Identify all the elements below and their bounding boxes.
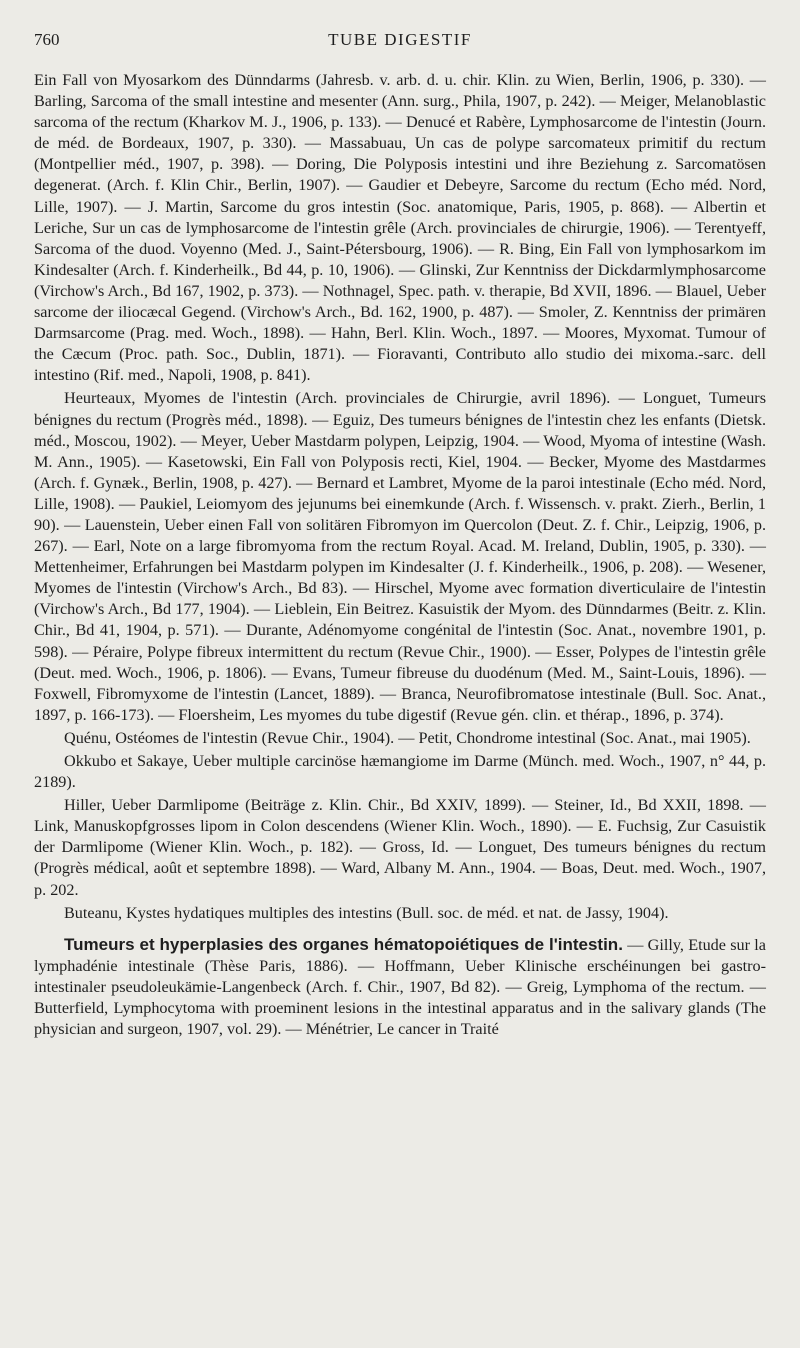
section-gap <box>34 924 766 934</box>
running-head: TUBE DIGESTIF <box>328 30 472 49</box>
bibliography-paragraph-hemangioma: Okkubo et Sakaye, Ueber multiple carcinöse hæmangiome im Darme (Münch. med. Woch., 1907, n° 44, p. 2189). <box>34 752 766 792</box>
bibliography-paragraph-myoma: Heurteaux, Myomes de l'intestin (Arch. provinciales de Chirurgie, avril 1896). — Longuet, Tumeurs bénignes du rectum (Progrès méd., 1898). — Eguiz, Des tumeurs bénignes de l'intestin chez les enfants (Dietsk. méd., Moscou, 1902). — Meyer, Ueber Mastdarm polypen, Leipzig, 1904. — Wood, Myoma of intestine (Wash. M. Ann., 1905). — Kasetowski, Ein Fall von Polyposis recti, Kiel, 1904. — Becker, Myome des Mastdarmes (Arch. f. Gynæk., Berlin, 1908, p. 427). — Bernard et Lambret, Myome de la paroi intestinale (Echo méd. Nord, Lille, 1908). — Paukiel, Leiomyom des jejunums bei einemkunde (Arch. f. Wissensch. v. prakt. Zierh., Berlin, 1 90). — Lauenstein, Ueber einen Fall von solitären Fibromyon im Quercolon (Deut. Z. f. Chir., Leipzig, 1906, p. 267). — Earl, Note on a large fibromyoma from the rectum Royal. Acad. M. Ireland, Dublin, 1905, p. 330). — Mettenheimer, Erfahrungen bei Mastdarm polypen im Kindesalter (J. f. Kinderheilk., 1906, p. 208). — Wesener, Myomes de l'intestin (Virchow's Arch., Bd 83). — Hirschel, Myome avec formation diverticulaire de l'intestin (Virchow's Arch., Bd 177, 1904). — Lieblein, Ein Beitrez. Kasuistik der Myom. des Dünndarmes (Beitr. z. Klin. Chir., Bd 41, 1904, p. 571). — Durante, Adénomyome congénital de l'intestin (Soc. Anat., novembre 1901, p. 598). — Péraire, Polype fibreux intermittent du rectum (Revue Chir., 1900). — Esser, Polypes de l'intestin grêle (Deut. med. Woch., 1906, p. 1806). — Evans, Tumeur fibreuse du duodénum (Med. M., Saint-Louis, 1896). — Foxwell, Fibromyxome de l'intestin (Lancet, 1889). — Branca, Neurofibromatose intestinale (Bull. Soc. Anat., 1897, p. 166-173). — Floersheim, Les myomes du tube digestif (Revue gén. clin. et thérap., 1896, p. 374). <box>34 389 766 724</box>
bibliography-paragraph-sarcoma: Ein Fall von Myosarkom des Dünndarms (Jahresb. v. arb. d. u. chir. Klin. zu Wien, Berlin, 1906, p. 330). — Barling, Sarcoma of the small intestine and mesenter (Ann. surg., Phila, 1907, p. 242). — Meiger, Melanoblastic sarcoma of the rectum (Kharkov M. J., 1906, p. 133). — Denucé et Rabère, Lymphosarcome de l'intestin (Journ. de méd. de Bordeaux, 1907, p. 330). — Massabuau, Un cas de polype sarcomateux primitif du rectum (Montpellier méd., 1907, p. 398). — Doring, Die Polyposis intestini und ihre Beziehung z. Sarcomatösen degenerat. (Arch. f. Klin Chir., Berlin, 1907). — Gaudier et Debeyre, Sarcome du rectum (Echo méd. Nord, Lille, 1907). — J. Martin, Sarcome du gros intestin (Soc. anatomique, Paris, 1905, p. 868). — Albertin et Leriche, Sur un cas de lymphosarcome de l'intestin grêle (Arch. provinciales de chirurgie, 1906). — Terentyeff, Sarcoma of the duod. Voyenno (Med. J., Saint-Pétersbourg, 1906). — R. Bing, Ein Fall von lymphosarkom im Kindesalter (Arch. f. Kinderheilk., Bd 44, p. 10, 1906). — Glinski, Zur Kenntniss der Dickdarmlymphosarcome (Virchow's Arch., Bd 167, 1902, p. 373). — Nothnagel, Spec. path. v. therapie, Bd XVII, 1896. — Blauel, Ueber sarcome der iliocæcal Gegend. (Virchow's Arch., Bd. 162, 1900, p. 487). — Smoler, Z. Kenntniss der primären Darmsarcome (Prag. med. Woch., 1898). — Hahn, Berl. Klin. Woch., 1897. — Moores, Myxomat. Tumour of the Cæcum (Proc. path. Soc., Dublin, 1871). — Fioravanti, Contributo allo studio dei mixoma.-sarc. dell intestino (Rif. med., Napoli, 1908, p. 841). <box>34 71 766 385</box>
bibliography-paragraph-lipoma: Hiller, Ueber Darmlipome (Beiträge z. Klin. Chir., Bd XXIV, 1899). — Steiner, Id., Bd XXII, 1898. — Link, Manuskopfgrosses lipom in Colon descendens (Wiener Klin. Woch., 1890). — E. Fuchsig, Zur Casuistik der Darmlipome (Wiener Klin. Woch., p. 182). — Gross, Id. — Longuet, Des tumeurs bénignes du rectum (Progrès médical, août et septembre 1898). — Ward, Albany M. Ann., 1904. — Boas, Deut. med. Woch., 1907, p. 202. <box>34 796 766 899</box>
section-heading: Tumeurs et hyperplasies des organes hématopoiétiques de l'intestin. <box>64 934 623 954</box>
bibliography-paragraph-osteoma: Quénu, Ostéomes de l'intestin (Revue Chir., 1904). — Petit, Chondrome intestinal (Soc. Anat., mai 1905). <box>64 728 751 747</box>
bibliography-paragraph-hydatid-cyst: Buteanu, Kystes hydatiques multiples des intestins (Bull. soc. de méd. et nat. de Jassy, 1904). <box>64 903 669 922</box>
page-header <box>34 30 766 60</box>
section-text: — Gilly, Etude sur la lymphadénie intestinale (Thèse Paris, 1886). — Hoffmann, Ueber Klinische erschéinungen bei gastro-intestinaler pseudoleukämie-Langenbeck (Arch. f. Chir., 1907, Bd 82). — Greig, Lymphoma of the rectum. — Butterfield, Lymphocytoma with proeminent lesions in the intestinal apparatus and in the salivary glands (The physician and surgeon, 1907, vol. 29). — Ménétrier, Le cancer in Traité <box>34 935 766 1039</box>
section-paragraph <box>34 934 766 1040</box>
page-number: 760 <box>34 30 60 49</box>
